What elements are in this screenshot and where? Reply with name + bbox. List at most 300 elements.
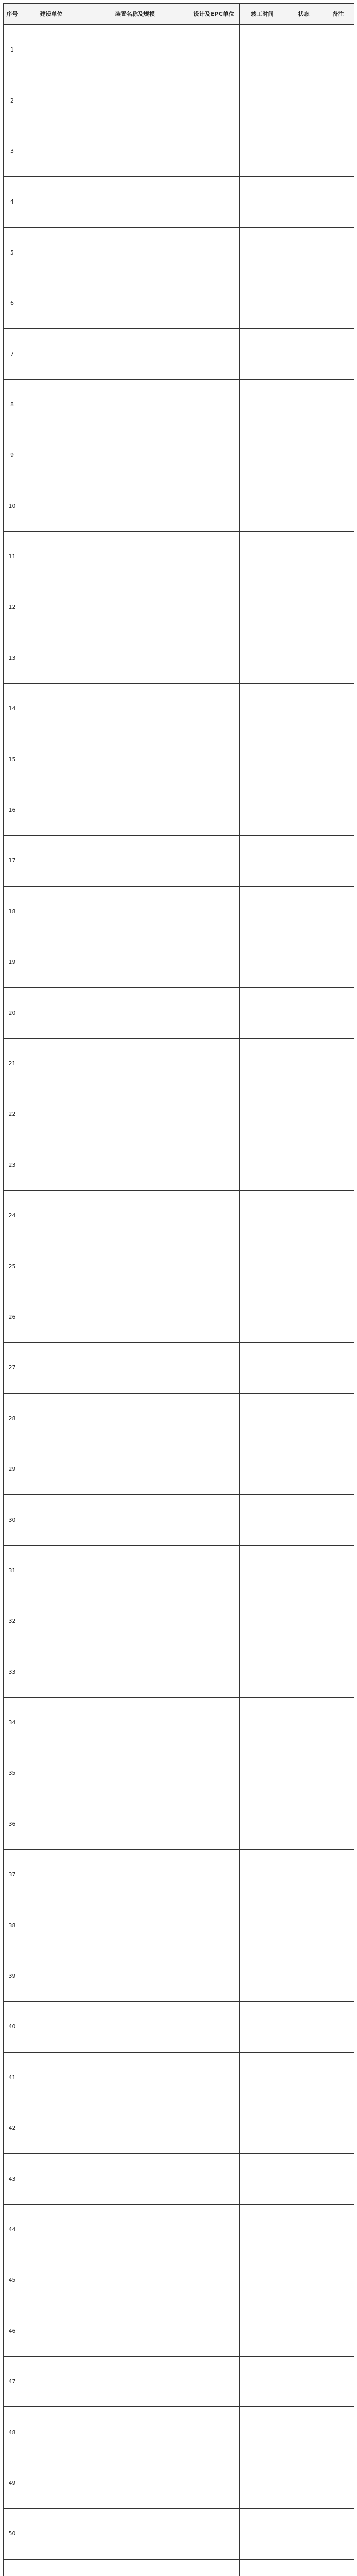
- cell-unit: [21, 2458, 82, 2508]
- cell-content: [82, 531, 188, 582]
- cell-design: [188, 227, 240, 278]
- cell-status: [285, 25, 322, 75]
- cell-date: [240, 988, 285, 1038]
- cell-design: [188, 1444, 240, 1494]
- cell-status: [285, 2559, 322, 2576]
- table-row: [4, 2103, 354, 2154]
- cell-status: [285, 227, 322, 278]
- cell-status: [285, 2154, 322, 2204]
- cell-date: [240, 1850, 285, 1900]
- cell-design: [188, 988, 240, 1038]
- cell-unit: [21, 1393, 82, 1444]
- cell-status: [285, 430, 322, 481]
- cell-no: 2: [4, 75, 21, 126]
- cell-design: [188, 1697, 240, 1748]
- cell-date: [240, 2559, 285, 2576]
- cell-date: [240, 481, 285, 531]
- cell-content: [82, 2103, 188, 2154]
- cell-remark: [322, 2458, 354, 2508]
- cell-date: [240, 1343, 285, 1393]
- table-row: [4, 1596, 354, 1647]
- cell-unit: [21, 2204, 82, 2255]
- cell-no: 32: [4, 1596, 21, 1647]
- cell-remark: [322, 25, 354, 75]
- cell-date: [240, 1089, 285, 1140]
- col-header-no: 序号: [4, 4, 21, 25]
- cell-date: [240, 937, 285, 988]
- cell-remark: [322, 1190, 354, 1241]
- cell-unit: [21, 2509, 82, 2559]
- cell-unit: [21, 2154, 82, 2204]
- cell-design: [188, 2103, 240, 2154]
- cell-content: [82, 2559, 188, 2576]
- cell-content: [82, 1089, 188, 1140]
- table-row: [4, 227, 354, 278]
- cell-remark: [322, 379, 354, 430]
- table-row: [4, 886, 354, 937]
- cell-remark: [322, 227, 354, 278]
- cell-remark: [322, 1545, 354, 1596]
- table-row: [4, 430, 354, 481]
- cell-content: [82, 1748, 188, 1799]
- cell-date: [240, 1900, 285, 1951]
- cell-unit: [21, 2002, 82, 2052]
- cell-content: [82, 481, 188, 531]
- table-header-row: [4, 4, 354, 25]
- cell-status: [285, 1596, 322, 1647]
- cell-remark: [322, 2154, 354, 2204]
- table-row: [4, 937, 354, 988]
- cell-remark: [322, 1596, 354, 1647]
- cell-remark: [322, 2306, 354, 2356]
- cell-content: [82, 734, 188, 785]
- cell-no: 9: [4, 430, 21, 481]
- table-row: [4, 734, 354, 785]
- project-table: [3, 3, 354, 2576]
- cell-status: [285, 2052, 322, 2103]
- cell-design: [188, 1799, 240, 1849]
- cell-content: [82, 633, 188, 683]
- cell-no: 46: [4, 2306, 21, 2356]
- cell-remark: [322, 1444, 354, 1494]
- cell-status: [285, 278, 322, 328]
- cell-remark: [322, 481, 354, 531]
- cell-status: [285, 1545, 322, 1596]
- cell-status: [285, 836, 322, 886]
- cell-unit: [21, 1799, 82, 1849]
- cell-content: [82, 1951, 188, 2001]
- cell-remark: [322, 329, 354, 379]
- cell-date: [240, 633, 285, 683]
- cell-no: 11: [4, 531, 21, 582]
- cell-date: [240, 836, 285, 886]
- cell-design: [188, 684, 240, 734]
- cell-unit: [21, 988, 82, 1038]
- cell-status: [285, 684, 322, 734]
- cell-date: [240, 2002, 285, 2052]
- cell-no: 20: [4, 988, 21, 1038]
- cell-remark: [322, 836, 354, 886]
- cell-unit: [21, 126, 82, 176]
- cell-no: 39: [4, 1951, 21, 2001]
- cell-status: [285, 1850, 322, 1900]
- cell-remark: [322, 1343, 354, 1393]
- cell-unit: [21, 1951, 82, 2001]
- cell-content: [82, 1444, 188, 1494]
- cell-status: [285, 1799, 322, 1849]
- cell-no: 50: [4, 2509, 21, 2559]
- table-row: [4, 2306, 354, 2356]
- cell-no: 26: [4, 1292, 21, 1342]
- cell-date: [240, 227, 285, 278]
- cell-remark: [322, 2103, 354, 2154]
- cell-remark: [322, 1495, 354, 1545]
- cell-status: [285, 633, 322, 683]
- cell-date: [240, 684, 285, 734]
- cell-no: 49: [4, 2458, 21, 2508]
- cell-status: [285, 177, 322, 227]
- cell-date: [240, 1697, 285, 1748]
- cell-unit: [21, 1495, 82, 1545]
- cell-unit: [21, 75, 82, 126]
- cell-status: [285, 2356, 322, 2406]
- cell-no: 19: [4, 937, 21, 988]
- cell-design: [188, 2255, 240, 2306]
- cell-design: [188, 836, 240, 886]
- cell-date: [240, 1241, 285, 1292]
- cell-content: [82, 684, 188, 734]
- cell-no: 30: [4, 1495, 21, 1545]
- cell-content: [82, 1647, 188, 1697]
- cell-date: [240, 2306, 285, 2356]
- cell-remark: [322, 1089, 354, 1140]
- cell-remark: [322, 2255, 354, 2306]
- cell-design: [188, 2154, 240, 2204]
- cell-status: [285, 1951, 322, 2001]
- cell-design: [188, 329, 240, 379]
- cell-no: 22: [4, 1089, 21, 1140]
- cell-unit: [21, 1748, 82, 1799]
- cell-remark: [322, 1900, 354, 1951]
- cell-remark: [322, 177, 354, 227]
- cell-content: [82, 329, 188, 379]
- cell-content: [82, 2052, 188, 2103]
- cell-status: [285, 2306, 322, 2356]
- cell-no: 7: [4, 329, 21, 379]
- cell-unit: [21, 481, 82, 531]
- cell-design: [188, 2458, 240, 2508]
- table-row: [4, 684, 354, 734]
- cell-design: [188, 785, 240, 835]
- col-header-date: 竣工时间: [240, 4, 285, 25]
- cell-design: [188, 1596, 240, 1647]
- cell-design: [188, 1393, 240, 1444]
- table-row: [4, 1393, 354, 1444]
- cell-unit: [21, 886, 82, 937]
- cell-content: [82, 1140, 188, 1190]
- cell-content: [82, 1292, 188, 1342]
- table-row: [4, 1444, 354, 1494]
- cell-status: [285, 126, 322, 176]
- cell-date: [240, 1748, 285, 1799]
- cell-design: [188, 2559, 240, 2576]
- cell-no: 27: [4, 1343, 21, 1393]
- cell-remark: [322, 937, 354, 988]
- cell-content: [82, 1596, 188, 1647]
- cell-status: [285, 2204, 322, 2255]
- cell-date: [240, 2052, 285, 2103]
- cell-design: [188, 379, 240, 430]
- cell-date: [240, 1292, 285, 1342]
- cell-no: 6: [4, 278, 21, 328]
- cell-content: [82, 2509, 188, 2559]
- table-row: [4, 1850, 354, 1900]
- cell-content: [82, 379, 188, 430]
- cell-content: [82, 126, 188, 176]
- cell-remark: [322, 1140, 354, 1190]
- cell-date: [240, 1799, 285, 1849]
- cell-design: [188, 1140, 240, 1190]
- cell-date: [240, 25, 285, 75]
- cell-design: [188, 1647, 240, 1697]
- cell-remark: [322, 2002, 354, 2052]
- cell-content: [82, 1241, 188, 1292]
- cell-remark: [322, 582, 354, 633]
- cell-unit: [21, 1697, 82, 1748]
- cell-unit: [21, 1596, 82, 1647]
- cell-unit: [21, 1292, 82, 1342]
- cell-content: [82, 278, 188, 328]
- cell-date: [240, 1951, 285, 2001]
- cell-status: [285, 2509, 322, 2559]
- cell-design: [188, 1343, 240, 1393]
- cell-no: 42: [4, 2103, 21, 2154]
- cell-unit: [21, 2103, 82, 2154]
- col-header-status: 状态: [285, 4, 322, 25]
- cell-date: [240, 329, 285, 379]
- cell-design: [188, 886, 240, 937]
- cell-unit: [21, 329, 82, 379]
- table-row: [4, 1140, 354, 1190]
- cell-no: 41: [4, 2052, 21, 2103]
- table-row: [4, 2559, 354, 2576]
- cell-unit: [21, 1850, 82, 1900]
- cell-design: [188, 2407, 240, 2458]
- cell-no: [4, 2559, 21, 2576]
- table-row: [4, 1799, 354, 1849]
- cell-design: [188, 25, 240, 75]
- cell-no: 18: [4, 886, 21, 937]
- cell-remark: [322, 126, 354, 176]
- cell-design: [188, 582, 240, 633]
- cell-design: [188, 633, 240, 683]
- cell-date: [240, 1393, 285, 1444]
- cell-no: 34: [4, 1697, 21, 1748]
- table-row: [4, 2052, 354, 2103]
- cell-no: 43: [4, 2154, 21, 2204]
- cell-date: [240, 1596, 285, 1647]
- table-row: [4, 2154, 354, 2204]
- cell-date: [240, 582, 285, 633]
- cell-unit: [21, 2356, 82, 2406]
- cell-unit: [21, 531, 82, 582]
- cell-remark: [322, 1697, 354, 1748]
- cell-no: 48: [4, 2407, 21, 2458]
- cell-unit: [21, 734, 82, 785]
- table-row: [4, 1647, 354, 1697]
- cell-remark: [322, 785, 354, 835]
- table-row: [4, 1748, 354, 1799]
- cell-content: [82, 1697, 188, 1748]
- table-row: [4, 2509, 354, 2559]
- cell-content: [82, 1799, 188, 1849]
- cell-content: [82, 937, 188, 988]
- cell-status: [285, 1038, 322, 1089]
- table-row: [4, 481, 354, 531]
- cell-no: 47: [4, 2356, 21, 2406]
- cell-status: [285, 2002, 322, 2052]
- cell-unit: [21, 1241, 82, 1292]
- cell-design: [188, 430, 240, 481]
- cell-design: [188, 1241, 240, 1292]
- col-header-unit: 建设单位: [21, 4, 82, 25]
- table-row: [4, 1292, 354, 1342]
- cell-content: [82, 582, 188, 633]
- cell-date: [240, 2407, 285, 2458]
- cell-date: [240, 379, 285, 430]
- table-row: [4, 126, 354, 176]
- cell-unit: [21, 379, 82, 430]
- cell-design: [188, 1748, 240, 1799]
- cell-date: [240, 2356, 285, 2406]
- cell-status: [285, 531, 322, 582]
- cell-status: [285, 1900, 322, 1951]
- cell-remark: [322, 1951, 354, 2001]
- table-row: [4, 531, 354, 582]
- cell-unit: [21, 430, 82, 481]
- cell-status: [285, 75, 322, 126]
- cell-design: [188, 531, 240, 582]
- cell-remark: [322, 1393, 354, 1444]
- table-row: [4, 1545, 354, 1596]
- cell-date: [240, 177, 285, 227]
- cell-remark: [322, 278, 354, 328]
- cell-no: 23: [4, 1140, 21, 1190]
- cell-unit: [21, 278, 82, 328]
- cell-no: 44: [4, 2204, 21, 2255]
- cell-status: [285, 734, 322, 785]
- cell-no: 36: [4, 1799, 21, 1849]
- cell-no: 37: [4, 1850, 21, 1900]
- cell-remark: [322, 1241, 354, 1292]
- cell-status: [285, 1748, 322, 1799]
- cell-content: [82, 2204, 188, 2255]
- cell-content: [82, 2255, 188, 2306]
- cell-remark: [322, 684, 354, 734]
- cell-remark: [322, 2356, 354, 2406]
- cell-status: [285, 481, 322, 531]
- cell-design: [188, 1190, 240, 1241]
- cell-status: [285, 1647, 322, 1697]
- cell-date: [240, 2255, 285, 2306]
- cell-no: 35: [4, 1748, 21, 1799]
- table-row: [4, 633, 354, 683]
- cell-design: [188, 126, 240, 176]
- cell-content: [82, 1900, 188, 1951]
- cell-date: [240, 1140, 285, 1190]
- cell-status: [285, 886, 322, 937]
- cell-content: [82, 1495, 188, 1545]
- cell-design: [188, 2204, 240, 2255]
- cell-design: [188, 734, 240, 785]
- cell-unit: [21, 1089, 82, 1140]
- cell-remark: [322, 75, 354, 126]
- cell-unit: [21, 684, 82, 734]
- table-row: [4, 836, 354, 886]
- table-body: [4, 25, 354, 2576]
- table-row: [4, 278, 354, 328]
- cell-remark: [322, 1647, 354, 1697]
- col-header-design: 设计及EPC单位: [188, 4, 240, 25]
- cell-remark: [322, 1292, 354, 1342]
- cell-status: [285, 379, 322, 430]
- table-row: [4, 2002, 354, 2052]
- cell-content: [82, 1393, 188, 1444]
- cell-design: [188, 2509, 240, 2559]
- cell-no: 33: [4, 1647, 21, 1697]
- cell-status: [285, 1089, 322, 1140]
- cell-content: [82, 2407, 188, 2458]
- cell-design: [188, 2306, 240, 2356]
- cell-design: [188, 278, 240, 328]
- cell-remark: [322, 531, 354, 582]
- cell-unit: [21, 2559, 82, 2576]
- cell-remark: [322, 2052, 354, 2103]
- cell-design: [188, 1038, 240, 1089]
- cell-remark: [322, 886, 354, 937]
- cell-date: [240, 886, 285, 937]
- table-row: [4, 329, 354, 379]
- cell-status: [285, 1393, 322, 1444]
- cell-design: [188, 1089, 240, 1140]
- cell-remark: [322, 430, 354, 481]
- cell-content: [82, 988, 188, 1038]
- cell-status: [285, 988, 322, 1038]
- cell-content: [82, 2002, 188, 2052]
- cell-no: 1: [4, 25, 21, 75]
- cell-date: [240, 1647, 285, 1697]
- cell-unit: [21, 1140, 82, 1190]
- cell-unit: [21, 1647, 82, 1697]
- cell-no: 38: [4, 1900, 21, 1951]
- cell-status: [285, 1697, 322, 1748]
- cell-no: 13: [4, 633, 21, 683]
- cell-unit: [21, 2306, 82, 2356]
- cell-no: 45: [4, 2255, 21, 2306]
- cell-status: [285, 1140, 322, 1190]
- cell-date: [240, 1495, 285, 1545]
- cell-status: [285, 1190, 322, 1241]
- table-row: [4, 2204, 354, 2255]
- cell-status: [285, 2255, 322, 2306]
- cell-no: 16: [4, 785, 21, 835]
- cell-unit: [21, 1343, 82, 1393]
- cell-content: [82, 1190, 188, 1241]
- table-row: [4, 1190, 354, 1241]
- cell-content: [82, 1343, 188, 1393]
- cell-design: [188, 1850, 240, 1900]
- cell-no: 28: [4, 1393, 21, 1444]
